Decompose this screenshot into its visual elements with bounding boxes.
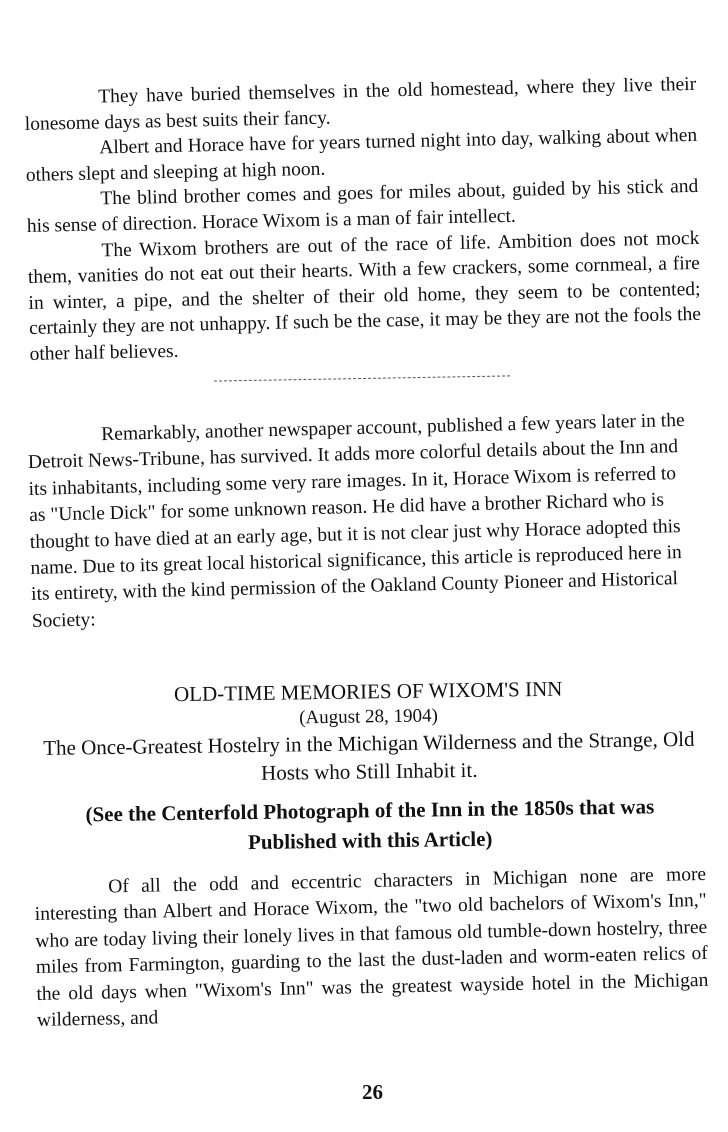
article-text-block [34, 862, 709, 1034]
paragraph-news-tribune: Remarkably, another newspaper account, published a few years later in the Detroit News-Tribune, has survived. It adds more colorful details about the Inn and its inhabitants, including some very rare images. In it, Horace Wixom is referred to as "Uncle Dick" for some unknown reason. He did have a brother Richard who is thought to have died at an early age, but it is not clear just why Horace adopted this name. Due to its great local historical significance, this article is reproduced here in its entirety, with the kind permission of the Oakland County Pioneer and Historical Society: [27, 409, 685, 632]
article-subtitle: The Once-Greatest Hostelry in the Michigan Wilderness and the Strange, Old Hosts who Still Inhabit it. [43, 726, 695, 785]
article-photo-note: (See the Centerfold Photograph of the Inn in the 1850s that was Published with this Article) [85, 794, 655, 855]
intro-text-block [27, 408, 692, 635]
top-text-block [24, 72, 702, 368]
paragraph-homestead: They have buried themselves in the old homestead, where they live their lonesome days as best suits their fancy. [24, 73, 697, 135]
section-divider [214, 375, 510, 381]
article-date: (August 28, 1904) [298, 705, 439, 729]
article-title: OLD-TIME MEMORIES OF WIXOM'S INN [173, 676, 563, 707]
paragraph-night-into-day: Albert and Horace have for years turned night into day, walking about when others slept and sleeping at high noon. [25, 125, 698, 186]
paragraph-blind-brother: The blind brother comes and goes for miles about, guided by his stick and his sense of direction. Horace Wixom is a man of fair intellect. [26, 176, 699, 237]
paragraph-odd-characters: Of all the odd and eccentric characters in Michigan none are more interesting than Albert and Horace Wixom, the "two old bachelors of Wixom's Inn," who are today living their lonely lives in that famous old tumble-down hostelry, three miles from Farmington, guarding to the last the dust-laden and worm-eaten relics of the old days when "Wixom's Inn" was the greatest wayside hotel in the Michigan wilderness, and [34, 863, 709, 1031]
article-heading [38, 673, 700, 860]
paragraph-race-of-life: The Wixom brothers are out of the race of life. Ambition does not mock them, vanities do not eat out their hearts. With a few crackers, some cornmeal, a fire in winter, a pipe, and the shelter of their old home, they seem to be contented; certainly they are not unhappy. If such be the case, it may be they are not the fools the other half believes. [27, 227, 702, 365]
page-number: 26 [362, 1080, 383, 1104]
